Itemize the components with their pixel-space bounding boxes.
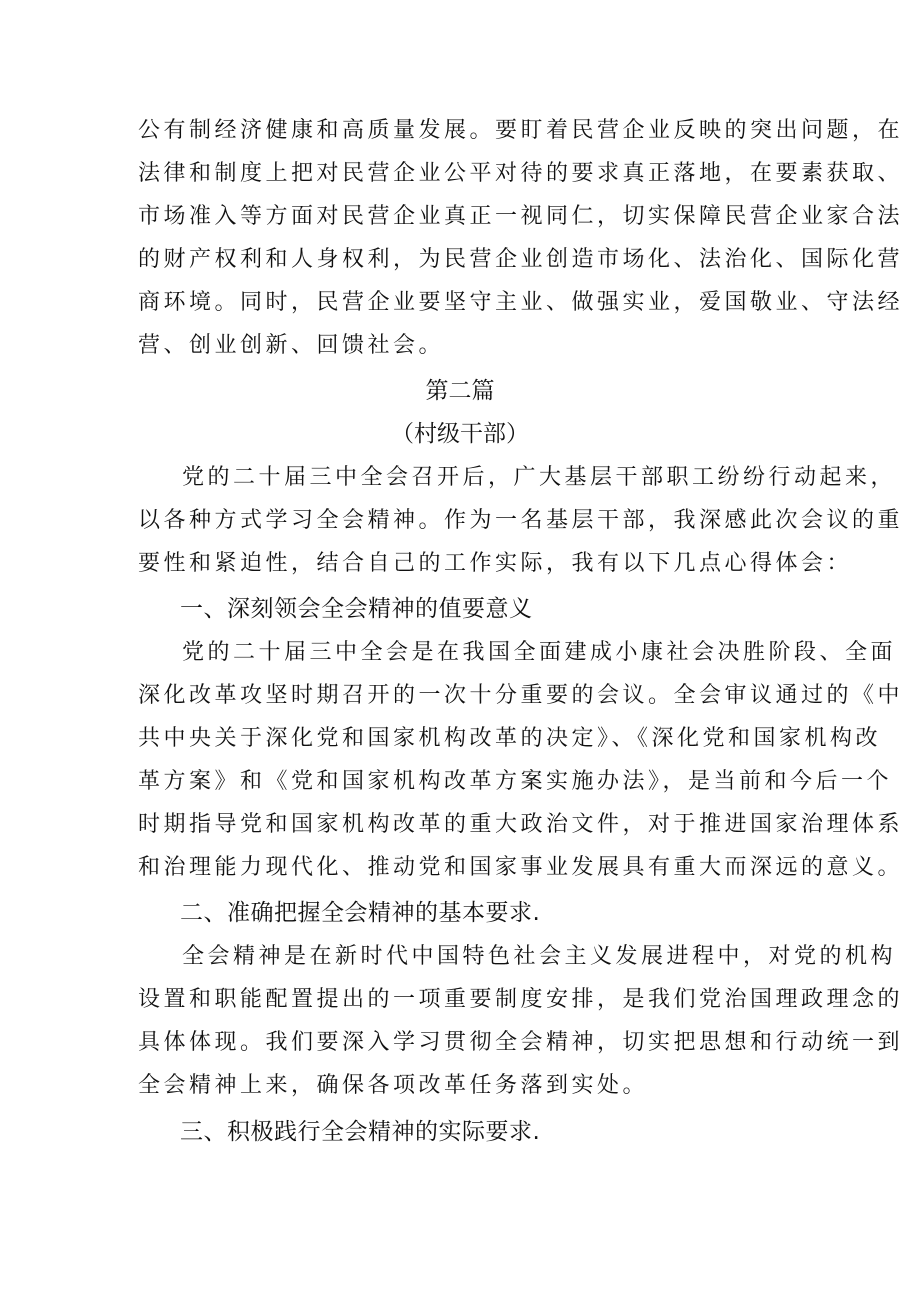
section1-line-6: 和治理能力现代化、推动党和国家事业发展具有重大而深远的意义。 xyxy=(138,855,904,880)
chapter-title: 第二篇 xyxy=(425,378,495,404)
section2-line-1: 全会精神是在新时代中国特色社会主义发展进程中，对党的机构 xyxy=(182,944,897,969)
section2-line-2: 设置和职能配置提出的一项重要制度安排，是我们党治国理政理念的 xyxy=(138,987,904,1012)
opening-line-2: 以各种方式学习全会精神。作为一名基层干部，我深感此次会议的重 xyxy=(138,508,904,533)
section1-line-1: 党的二十届三中全会是在我国全面建成小康社会决胜阶段、全面 xyxy=(182,640,897,665)
intro-line-5: 商环境。同时，民营企业要坚守主业、做强实业，爱国敬业、守法经 xyxy=(138,290,904,315)
chapter-subtitle: （村级干部） xyxy=(391,421,529,447)
intro-line-3: 市场准入等方面对民营企业真正一视同仁，切实保障民营企业家合法 xyxy=(138,204,904,229)
opening-line-3: 要性和紧迫性，结合自己的工作实际，我有以下几点心得体会： xyxy=(138,551,853,576)
intro-line-6: 营、创业创新、回馈社会。 xyxy=(138,333,445,358)
section3-heading: 三、积极践行全会精神的实际要求. xyxy=(180,1119,541,1145)
opening-line-1: 党的二十届三中全会召开后，广大基层干部职工纷纷行动起来， xyxy=(182,465,897,490)
intro-line-4: 的财产权利和人身权利，为民营企业创造市场化、法治化、国际化营 xyxy=(138,247,904,272)
section1-line-5: 时期指导党和国家机构改革的重大政治文件，对于推进国家治理体系 xyxy=(138,812,904,837)
section1-line-2: 深化改革攻坚时期召开的一次十分重要的会议。全会审议通过的《中 xyxy=(138,683,904,708)
section2-line-4: 全会精神上来，确保各项改革任务落到实处。 xyxy=(138,1073,649,1098)
intro-line-2: 法律和制度上把对民营企业公平对待的要求真正落地，在要素获取、 xyxy=(138,161,904,186)
section1-line-3: 共中央关于深化党和国家机构改革的决定》、《深化党和国家机构改 xyxy=(138,726,882,751)
section1-line-4: 革方案》和《党和国家机构改革方案实施办法》，是当前和今后一个 xyxy=(138,769,893,794)
section1-heading: 一、深刻领会全会精神的值要意义 xyxy=(180,596,533,622)
section2-line-3: 具体体现。我们要深入学习贯彻全会精神，切实把思想和行动统一到 xyxy=(138,1030,904,1055)
intro-line-1: 公有制经济健康和高质量发展。要盯着民营企业反映的突出问题，在 xyxy=(138,118,904,143)
section2-heading: 二、准确把握全会精神的基本要求. xyxy=(180,900,541,926)
